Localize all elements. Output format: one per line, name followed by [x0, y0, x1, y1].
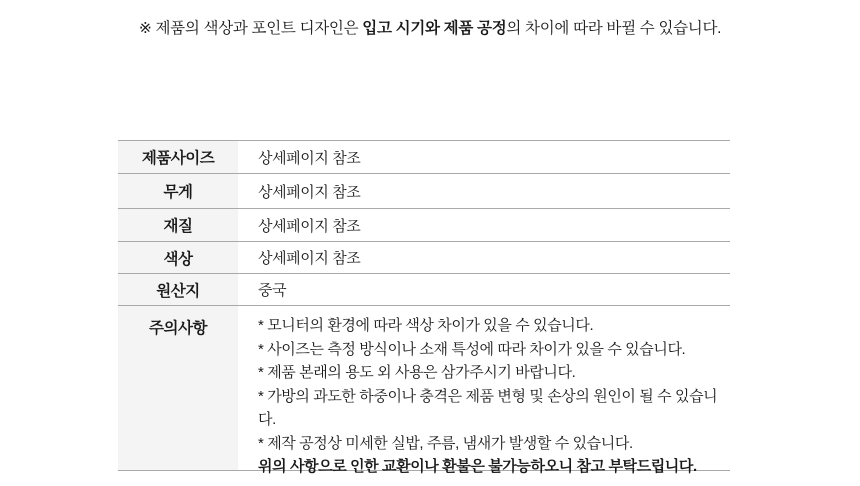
caution-line: * 모니터의 환경에 따라 색상 차이가 있을 수 있습니다. — [258, 317, 594, 334]
spec-label-color: 색상 — [118, 242, 238, 273]
table-row-notes — [118, 305, 730, 475]
spec-value-material: 상세페이지 참조 — [258, 217, 361, 235]
caution-warning-line: 위의 사항으로 인한 교환이나 환불은 불가능하오니 참고 부탁드립니다. — [258, 458, 697, 475]
table-row — [118, 241, 730, 273]
product-spec-table — [118, 140, 730, 475]
spec-value-weight: 상세페이지 참조 — [258, 183, 361, 201]
spec-label-size: 제품사이즈 — [118, 141, 238, 173]
spec-label-origin: 원산지 — [118, 274, 238, 305]
table-row — [118, 173, 730, 208]
table-row — [118, 140, 730, 173]
spec-value-color: 상세페이지 참조 — [258, 250, 361, 267]
table-row — [118, 273, 730, 305]
caution-line: * 제작 공정상 미세한 실밥, 주름, 냄새가 발생할 수 있습니다. — [258, 434, 633, 452]
notice-emphasis: 입고 시기와 제품 공정 — [362, 20, 507, 37]
spec-label-weight: 무게 — [118, 174, 238, 208]
spec-label-cautions: 주의사항 — [118, 306, 238, 470]
product-notice — [0, 16, 860, 38]
table-row — [118, 208, 730, 241]
caution-line: * 가방의 과도한 하중이나 충격은 제품 변형 및 손상의 원인이 될 수 있습니다. — [258, 387, 718, 428]
cautions-list — [238, 306, 730, 475]
spec-value-origin: 중국 — [258, 282, 287, 299]
spec-label-material: 재질 — [118, 209, 238, 241]
spec-value-size: 상세페이지 참조 — [258, 149, 361, 167]
caution-line: * 제품 본래의 용도 외 사용은 삼가주시기 바랍니다. — [258, 364, 576, 381]
notice-suffix: 의 차이에 따라 바뀔 수 있습니다. — [506, 20, 722, 37]
notice-prefix: ※ 제품의 색상과 포인트 디자인은 — [138, 20, 363, 37]
caution-line: * 사이즈는 측정 방식이나 소재 특성에 따라 차이가 있을 수 있습니다. — [258, 340, 686, 358]
